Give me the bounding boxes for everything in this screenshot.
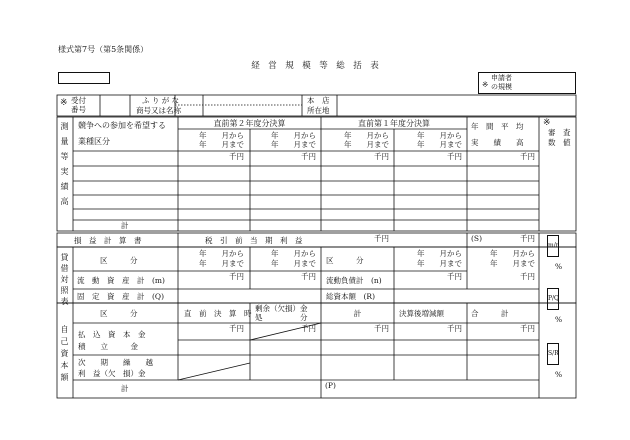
unit-prev1b: 千円 [447, 152, 462, 161]
eq-unit-a: 千円 [229, 324, 244, 333]
carry-forward-label: 次 期 繰 越 [78, 358, 153, 367]
location-label: 所在地 [307, 106, 330, 115]
col-change: 決算後増減額 [399, 309, 444, 318]
col-settle: 直 前 決 算 時 [184, 309, 252, 318]
unit-prev2a: 千円 [229, 152, 244, 161]
sales-total-label: 計 [121, 221, 129, 230]
equity-total-label: 計 [121, 384, 129, 393]
prev2a-from: 年 月から [199, 131, 244, 140]
prev2-title: 直前第２年度分決算 [213, 119, 286, 128]
pretax-unit: 千円 [374, 234, 389, 243]
bs-b-to: 年 月まで [271, 259, 316, 268]
bs-d-from: 年 月から [490, 249, 535, 258]
col-total: 計 [353, 309, 362, 318]
ratio-mn: m/n [548, 242, 560, 249]
bs-d-to: 年 月まで [490, 259, 535, 268]
prev2b-from: 年 月から [271, 131, 316, 140]
furigana-label: ふ り が な [142, 96, 180, 105]
balance-side-label: 貸借対照表 [60, 253, 69, 308]
eq-unit-e: 千円 [520, 324, 535, 333]
s-unit: 千円 [520, 234, 535, 243]
fixed-assets-label: 固 定 資 産 計 (Q) [77, 292, 165, 301]
applicant-scale-label: 申請者 の規模 [491, 74, 512, 91]
company-name-label: 商号又は名称 [136, 106, 181, 115]
reserve-label: 積 立 金 [78, 342, 138, 351]
applicant-scale-mark: ※ [482, 80, 489, 89]
bs-c-to: 年 月まで [417, 259, 462, 268]
prev1b-from: 年 月から [417, 131, 462, 140]
prev1a-from: 年 月から [344, 131, 389, 140]
prev1-title: 直前第１年度分決算 [358, 119, 430, 128]
unit-avg: 千円 [520, 152, 535, 161]
p-label: (P) [325, 381, 336, 390]
total-capital-label: 総資本額 (R) [326, 292, 375, 301]
review-mark: ※ [543, 118, 551, 128]
profit-loss-label: 利 益（欠 損）金 [78, 369, 146, 378]
ca-unit-b: 千円 [301, 272, 316, 281]
col-sum: 合 計 [471, 309, 509, 318]
equity-kubun: 区 分 [100, 309, 138, 318]
bs-a-from: 年 月から [199, 249, 244, 258]
ratio-pq-pct: % [555, 315, 563, 324]
receipt-no-label: 受付 番号 [71, 96, 86, 114]
bs-c-from: 年 月から [417, 249, 462, 258]
prev1b-to: 年 月まで [417, 140, 462, 149]
bs-a-to: 年 月まで [199, 259, 244, 268]
receipt-mark: ※ [60, 98, 68, 108]
col-surplus: 剰余（欠損）金 [255, 304, 308, 313]
bs-b-from: 年 月から [271, 249, 316, 258]
avg-label: 年 間 平 均 [471, 122, 524, 131]
eq-unit-c: 千円 [374, 324, 389, 333]
balance-kubun2: 区 分 [326, 256, 364, 265]
review-label: 審 査 数 値 [548, 128, 571, 147]
current-assets-label: 流 動 資 産 計 (m) [77, 276, 165, 285]
form-number: 様式第7号（第5条関係） [58, 45, 149, 54]
ratio-pq: P/Q [548, 295, 559, 302]
equity-side-label: 自己資本額 [60, 325, 69, 385]
cl-unit: 千円 [447, 272, 462, 281]
category-label: 競争への参加を希望する [78, 121, 166, 130]
ratio-sr-pct: % [555, 370, 563, 379]
profit-statement-label: 損 益 計 算 書 [74, 236, 142, 245]
form-title: 経 営 規 模 等 総 括 表 [251, 61, 379, 71]
prev1a-to: 年 月まで [344, 140, 389, 149]
s-label: (S) [471, 234, 482, 243]
eq-unit-b: 千円 [301, 324, 316, 333]
category-label-2: 業種区分 [78, 137, 110, 146]
prev2b-to: 年 月まで [271, 140, 316, 149]
cl-unit-2: 千円 [520, 272, 535, 281]
pretax-profit-label: 税 引 前 当 期 利 益 [205, 236, 303, 245]
ratio-mn-pct: % [555, 262, 563, 271]
unit-prev1a: 千円 [374, 152, 389, 161]
col-surplus-2: 処 分 [255, 313, 308, 322]
prev2a-to: 年 月まで [199, 140, 244, 149]
avg-label-2: 実 績 高 [471, 138, 524, 147]
head-office-label: 本 店 [307, 96, 330, 105]
paid-in-capital-label: 払 込 資 本 金 [78, 330, 146, 339]
unit-prev2b: 千円 [301, 152, 316, 161]
ratio-sr: S/R [548, 350, 559, 357]
current-liab-label: 流動負債計 (n) [326, 276, 382, 285]
sales-side-label: 測量等実績高 [60, 122, 69, 212]
eq-unit-d: 千円 [447, 324, 462, 333]
ca-unit-a: 千円 [229, 272, 244, 281]
balance-kubun: 区 分 [100, 256, 138, 265]
